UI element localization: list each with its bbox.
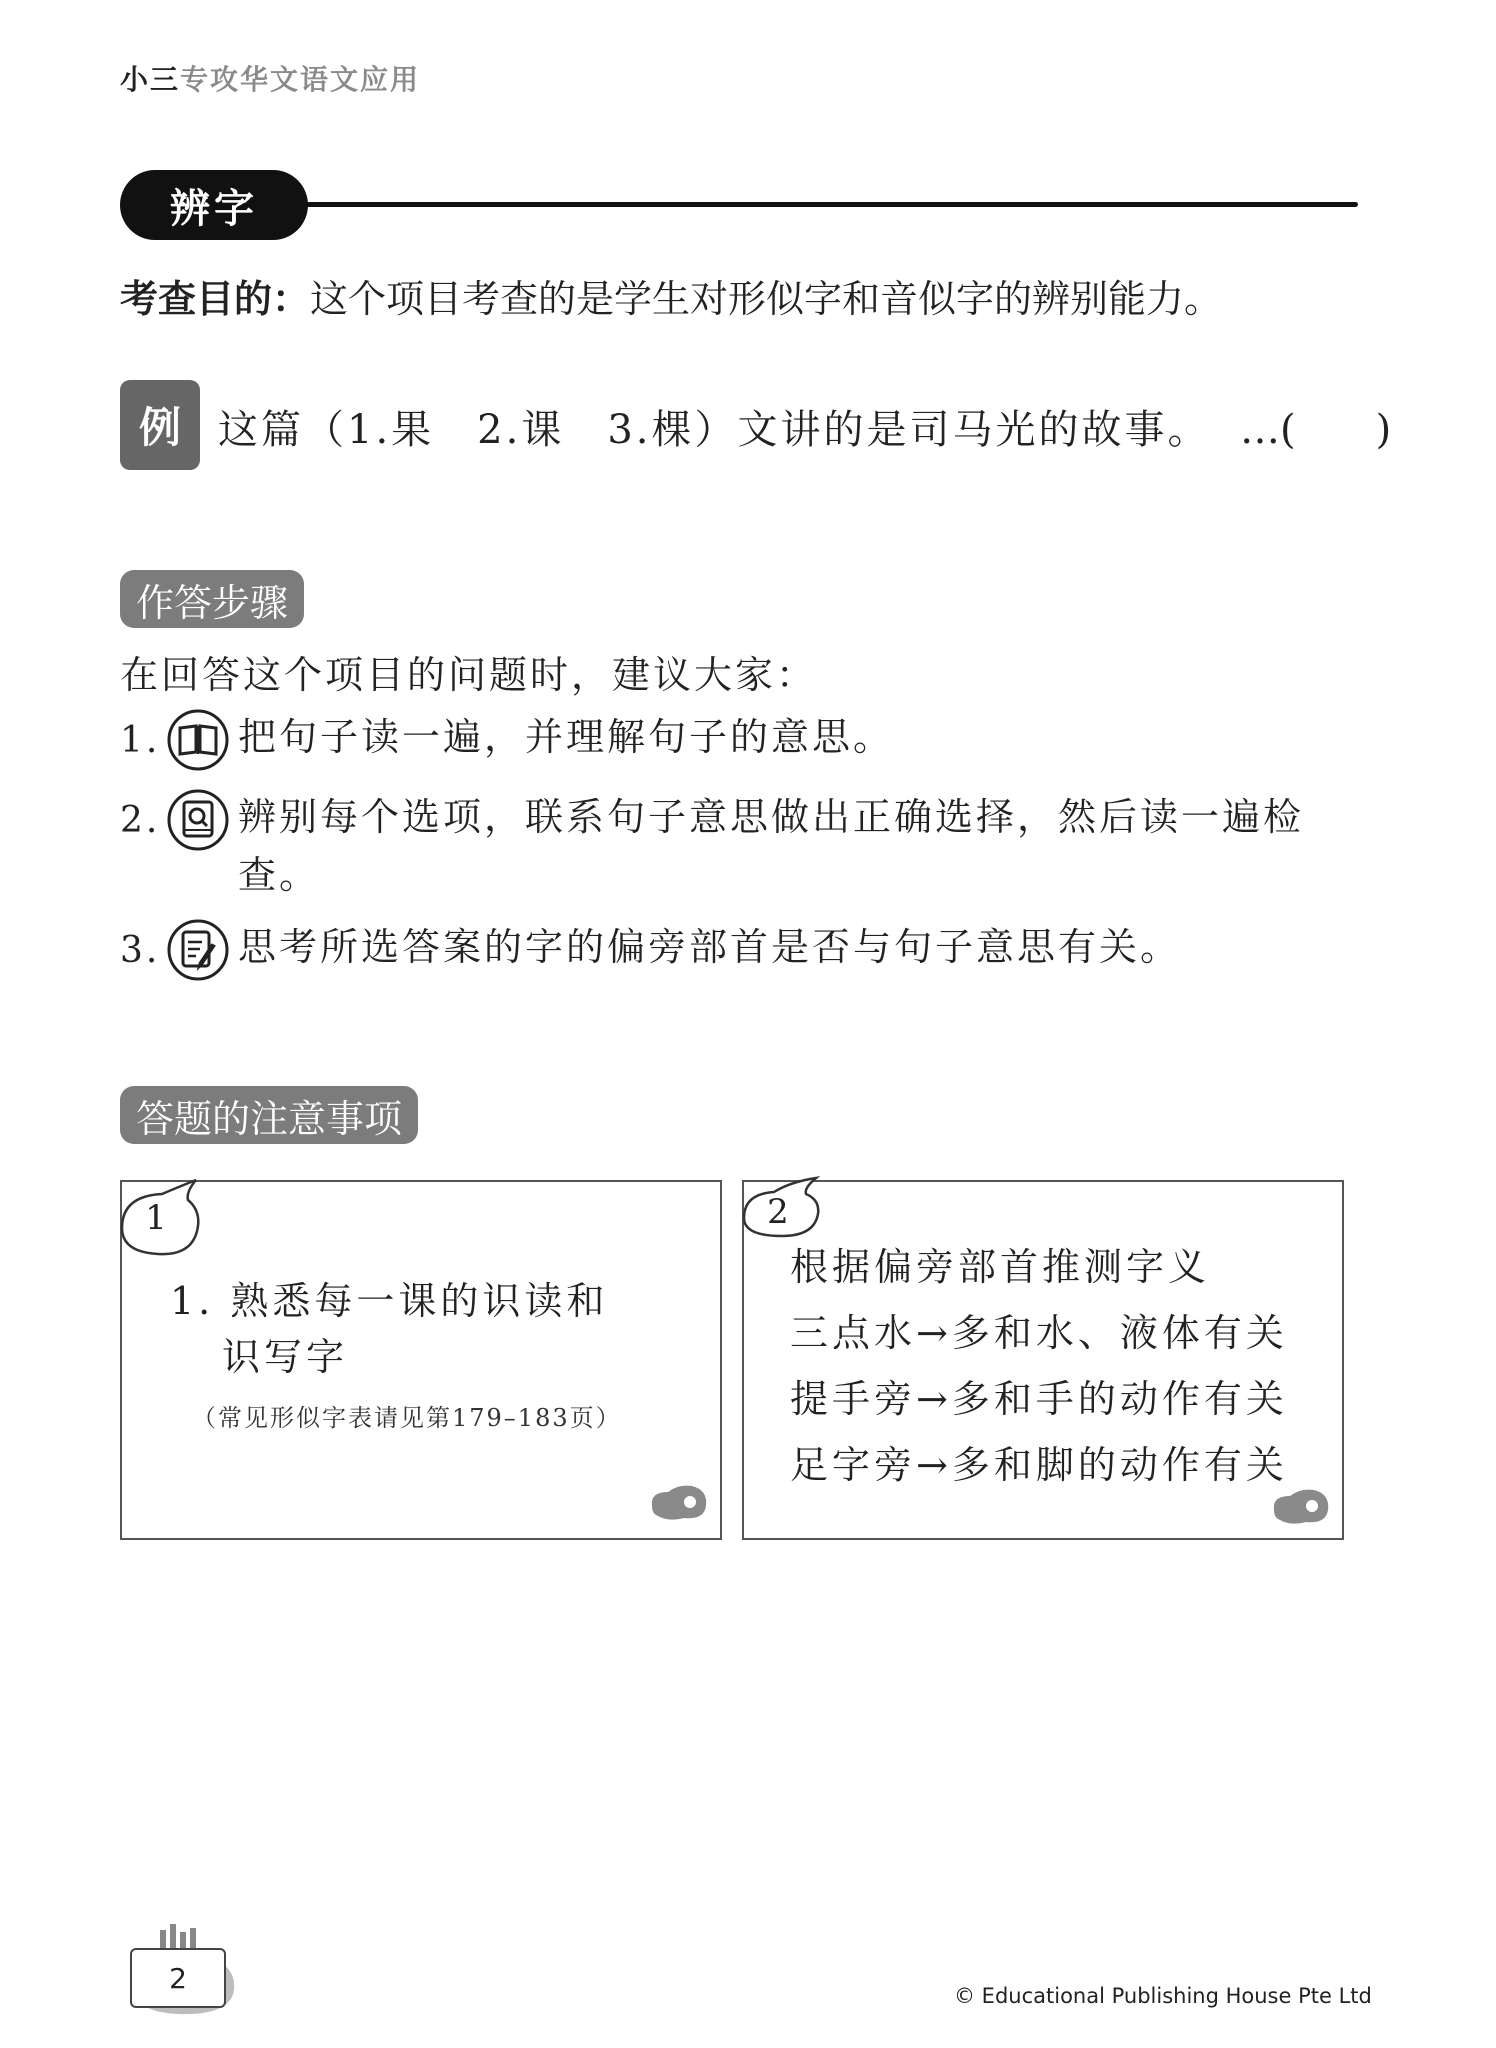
step-text: 辨别每个选项，联系句子意思做出正确选择，然后读一遍检查。 bbox=[238, 795, 1305, 897]
pin-icon bbox=[1270, 1484, 1332, 1526]
pencil-document-icon bbox=[166, 918, 230, 982]
running-header-rest: 专攻华文语文应用 bbox=[180, 63, 421, 96]
objective-label: 考查目的： bbox=[120, 277, 311, 321]
steps-heading: 作答步骤 bbox=[120, 570, 304, 628]
book-icon bbox=[166, 708, 230, 772]
running-header-bold: 小三 bbox=[120, 63, 181, 96]
step-text: 把句子读一遍，并理解句子的意思。 bbox=[238, 715, 895, 759]
card-1-line-2: 识写字 bbox=[222, 1335, 349, 1379]
step-item bbox=[120, 788, 1348, 904]
example-sentence: 这篇（1.果 2.课 3.棵）文讲的是司马光的故事。 bbox=[218, 407, 1211, 453]
step-item bbox=[120, 918, 1348, 982]
objective-text: 这个项目考查的是学生对形似字和音似字的辨别能力。 bbox=[310, 277, 1223, 321]
note-card-1 bbox=[120, 1180, 722, 1540]
card-2-line-1: 根据偏旁部首推测字义 bbox=[790, 1245, 1211, 1289]
section-title: 辨字 bbox=[120, 170, 308, 240]
steps-intro: 在回答这个项目的问题时，建议大家： bbox=[120, 653, 818, 697]
section-divider bbox=[300, 202, 1358, 207]
page-number: 2 bbox=[130, 1948, 226, 2008]
step-item bbox=[120, 708, 1348, 772]
step-number: 1. bbox=[120, 720, 161, 761]
running-header bbox=[120, 58, 420, 98]
step-number: 2. bbox=[120, 800, 161, 841]
card-2-line-4: 足字旁→多和脚的动作有关 bbox=[790, 1443, 1288, 1487]
card-1-line-1: 1. 熟悉每一课的识读和 bbox=[170, 1279, 609, 1323]
example-answer-blank: …( ) bbox=[1240, 407, 1392, 453]
card-1-number: 1 bbox=[145, 1198, 167, 1238]
magnify-document-icon bbox=[166, 788, 230, 852]
step-number: 3. bbox=[120, 930, 161, 971]
step-text: 思考所选答案的字的偏旁部首是否与句子意思有关。 bbox=[238, 925, 1182, 969]
card-1-reference: （常见形似字表请见第179–183页） bbox=[192, 1404, 622, 1432]
card-2-line-2: 三点水→多和水、液体有关 bbox=[790, 1311, 1288, 1355]
example-badge: 例 bbox=[120, 380, 200, 470]
pin-icon bbox=[648, 1480, 710, 1522]
card-2-line-3: 提手旁→多和手的动作有关 bbox=[790, 1377, 1288, 1421]
objective bbox=[120, 268, 1222, 323]
notes-heading: 答题的注意事项 bbox=[120, 1086, 418, 1144]
copyright: © Educational Publishing House Pte Ltd bbox=[954, 1984, 1372, 2008]
card-2-number: 2 bbox=[767, 1192, 789, 1232]
